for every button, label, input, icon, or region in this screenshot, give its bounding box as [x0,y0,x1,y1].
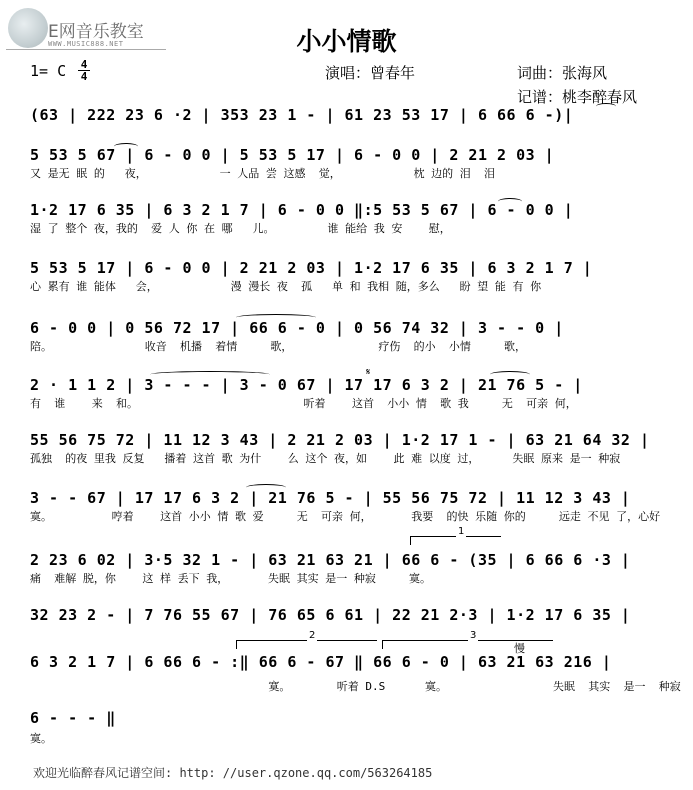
notation-line: 5 53 5 17 | 6 - 0 0 | 2 21 2 03 | 1·2 17 6 35 | 6 3 2 1 7 | [30,259,593,277]
notation-line: 5 53 5 67 | 6 - 0 0 | 5 53 5 17 | 6 - 0 0 | 2 21 2 03 | [30,146,555,164]
meter-top: 4 [78,59,90,71]
notation-line: 3 - - 67 | 17 17 6 3 2 | 21 76 5 - | 55 56 75 72 | 11 12 3 43 | [30,489,631,507]
notation-line: 2 23 6 02 | 3·5 32 1 - | 63 21 63 21 | 66 6 - (35 | 6 66 6 ·3 | [30,551,631,569]
volta-number: 2 [309,630,316,641]
segno-mark: 𝄋 [366,367,371,378]
volta-number: 1 [458,526,465,537]
logo-text: E网音乐教室 [48,22,144,42]
slur [246,484,286,491]
notation-line: (63 | 222 23 6 ·2 | 353 23 1 - | 61 23 53 17 | 6 66 6 -)| [30,106,574,124]
slur [114,143,138,150]
lyric-line: 有 谁 来 和。 听着 这首 小小 情 歌 我 无 可亲 何， [30,397,577,410]
lyric-line: 陪。 收音 机播 着情 歌， 疗伤 的小 小情 歌， [30,340,527,353]
slur [236,314,316,321]
lyricist-credit: 词曲：张海风 [517,64,608,82]
slur [150,371,270,378]
lyric-line: 寞。 哼着 这首 小小 情 歌 爱 无 可亲 何， 我要 的快 乐随 你的 远走 不见 了，心好 [30,510,661,523]
lyric-line: 湿 了 整个 夜，我的 爱 人 你 在 哪 儿。 谁 能给 我 安 慰， [30,222,451,235]
lyric-line: 寞。 听着 D.S 寞。 失眠 其实 是一 种寂 [30,680,681,693]
lyric-line: 又 是无 眠 的 夜， 一 人品 尝 这感 觉， 枕 边的 泪 泪 [30,167,496,180]
lyric-line: 心 累有 谁 能体 会， 漫 漫长 夜 孤 单 和 我相 随，多么 盼 望 能 有 你 [30,280,542,293]
transcriber-credit: 记谱：桃李醉春风 [517,88,638,106]
lyric-line: 痛 难解 脱，你 这 样 丢下 我， 失眠 其实 是一 种寂 寞。 [30,572,431,585]
notation-line: 6 3 2 1 7 | 6 66 6 - :‖ 66 6 - 67 ‖ 66 6 - 0 | 63 21 63 216 | [30,653,612,671]
slur [498,198,522,205]
song-title: 小小情歌 [296,27,397,56]
volta-number: 3 [470,630,477,641]
meter-bottom: 4 [80,70,88,83]
notation-line: 2 · 1 1 2 | 3 - - - | 3 - 0 67 | 17 17 6 3 2 | 21 76 5 - | [30,376,583,394]
volta-bracket-3 [382,630,553,649]
lyric-line: 寞。 [30,732,52,745]
notation-line: 6 - - - ‖ [30,709,116,727]
footer-text: 欢迎光临醉春风记谱空间: http: //user.qzone.qq.com/563264185 [33,766,433,780]
notation-line: 55 56 75 72 | 11 12 3 43 | 2 21 2 03 | 1·2 17 1 - | 63 21 64 32 | [30,431,650,449]
volta-bracket-2 [236,630,377,649]
time-signature [78,59,90,82]
singer-credit: 演唱：曾春年 [325,64,416,82]
slur [596,103,616,110]
notation-line: 32 23 2 - | 7 76 55 67 | 76 65 6 61 | 22 21 2·3 | 1·2 17 6 35 | [30,606,631,624]
lyric-line: 孤独 的夜 里我 反复 播着 这首 歌 为什 么 这个 夜，如 此 难 以度 过， 失眠 原来 是一 种寂 [30,452,621,465]
key-signature: 1= C [30,62,67,80]
notation-line: 1·2 17 6 35 | 6 3 2 1 7 | 6 - 0 0 ‖:5 53 5 67 | 6 - 0 0 | [30,201,574,219]
logo-url: WWW.MUSIC888.NET [48,40,124,48]
slur [490,371,530,378]
volta-bracket-1 [410,526,501,545]
slow-mark: 慢 [514,642,525,655]
notation-line: 6 - 0 0 | 0 56 72 17 | 66 6 - 0 | 0 56 74 32 | 3 - - 0 | [30,319,564,337]
